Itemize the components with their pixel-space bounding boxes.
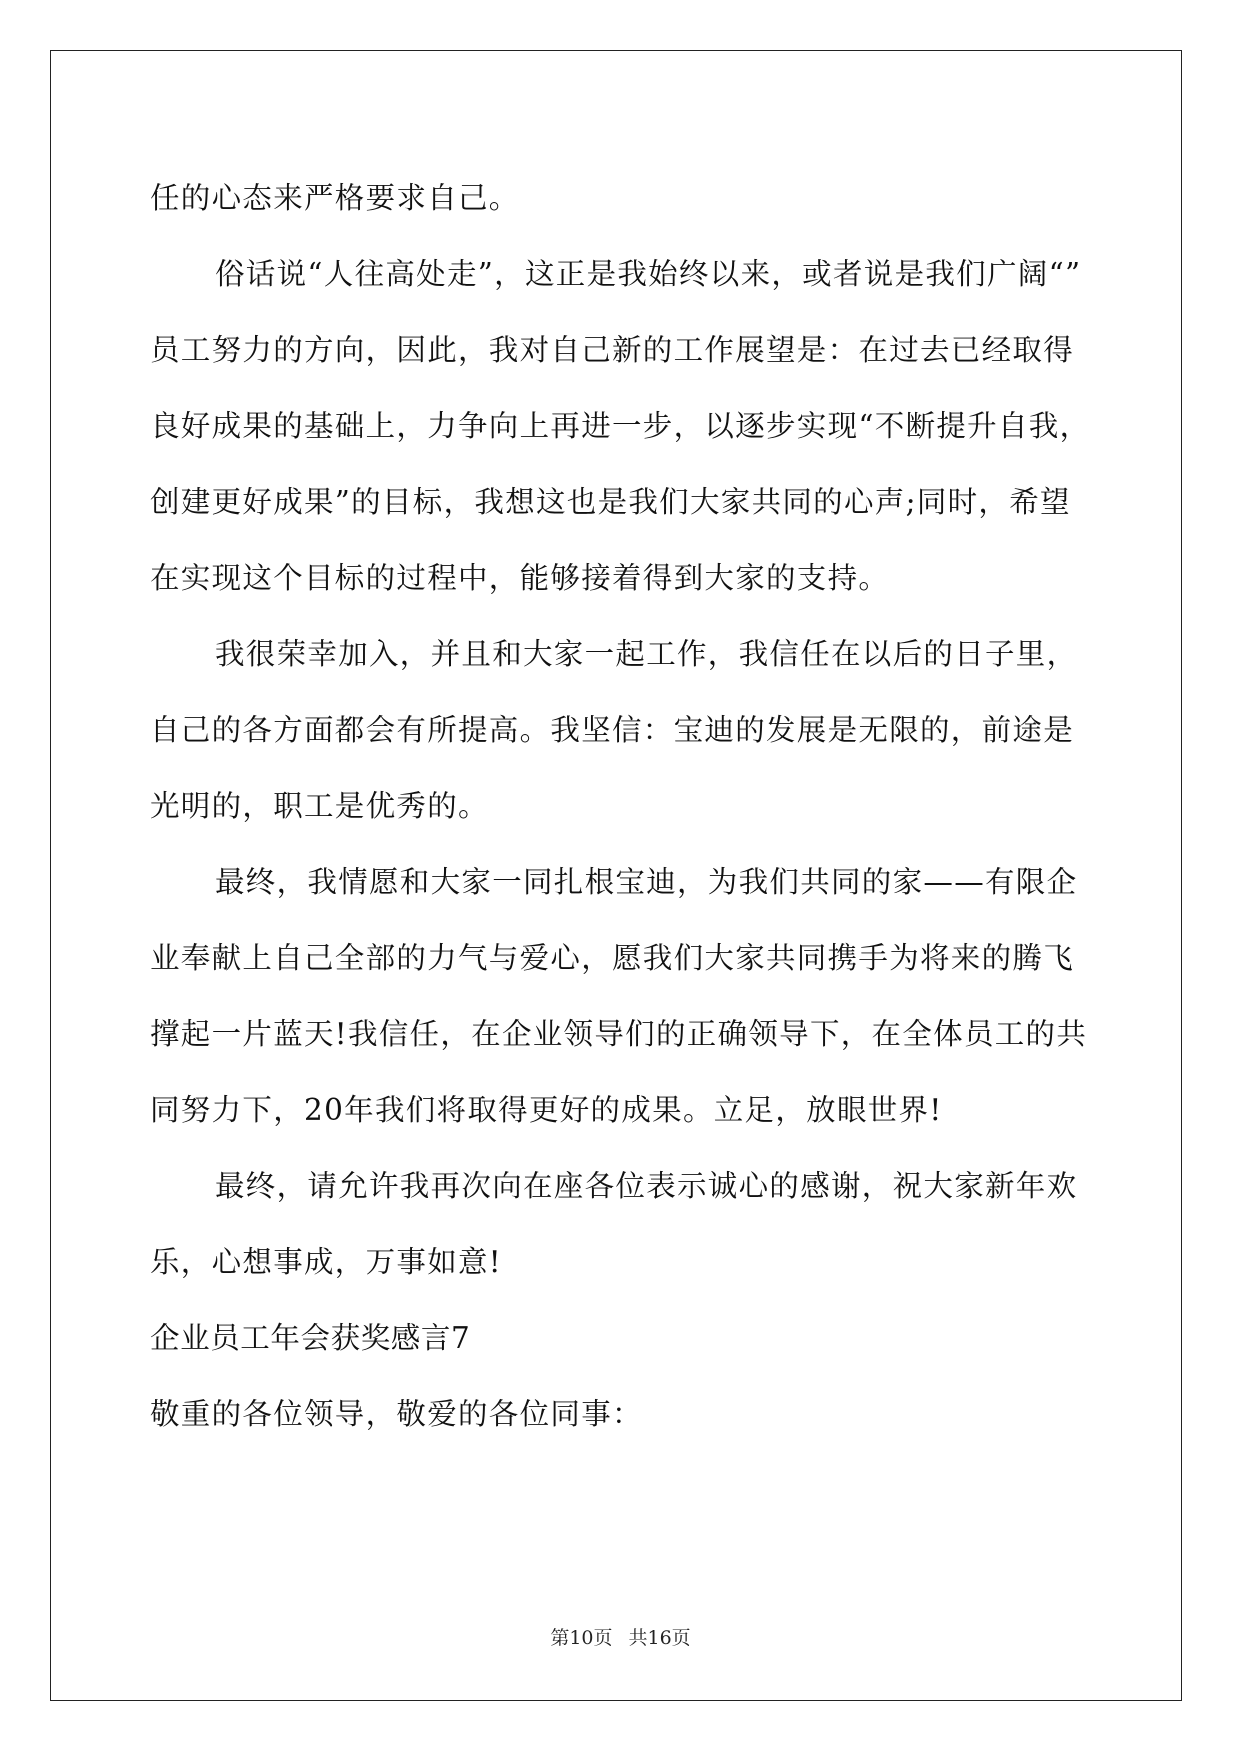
page-total: 共16页 <box>628 1627 691 1649</box>
text-line: 创建更好成果”的目标，我想这也是我们大家共同的心声;同时，希望 <box>150 485 1071 519</box>
text-line: 自己的各方面都会有所提高。我坚信：宝迪的发展是无限的，前途是 <box>150 713 1075 747</box>
page-number: 第10页 <box>550 1627 613 1649</box>
section-heading: 企业员工年会获奖感言7 <box>150 1321 471 1355</box>
salutation-line: 敬重的各位领导，敬爱的各位同事： <box>150 1397 643 1431</box>
text-line: 光明的，职工是优秀的。 <box>150 789 489 823</box>
text-line: 良好成果的基础上，力争向上再进一步，以逐步实现“不断提升自我， <box>150 409 1091 443</box>
text-line: 任的心态来严格要求自己。 <box>150 181 520 215</box>
text-line: 业奉献上自己全部的力气与爱心，愿我们大家共同携手为将来的腾飞 <box>150 941 1075 975</box>
text-line: 撑起一片蓝天!我信任，在企业领导们的正确领导下，在全体员工的共 <box>150 1017 1088 1051</box>
text-line: 最终，我情愿和大家一同扎根宝迪，为我们共同的家——有限企 <box>215 865 1078 899</box>
text-line: 我很荣幸加入，并且和大家一起工作，我信任在以后的日子里， <box>215 637 1078 671</box>
page-footer <box>0 1626 1241 1650</box>
document-body <box>150 160 1094 1452</box>
text-line: 乐，心想事成，万事如意! <box>150 1245 502 1279</box>
text-line: 员工努力的方向，因此，我对自己新的工作展望是：在过去已经取得 <box>150 333 1075 367</box>
text-line: 在实现这个目标的过程中，能够接着得到大家的支持。 <box>150 561 890 595</box>
text-line: 同努力下，20年我们将取得更好的成果。立足，放眼世界! <box>150 1093 943 1127</box>
text-line: 俗话说“人往高处走”，这正是我始终以来，或者说是我们广阔“” <box>215 257 1082 291</box>
text-line: 最终，请允许我再次向在座各位表示诚心的感谢，祝大家新年欢 <box>215 1169 1078 1203</box>
